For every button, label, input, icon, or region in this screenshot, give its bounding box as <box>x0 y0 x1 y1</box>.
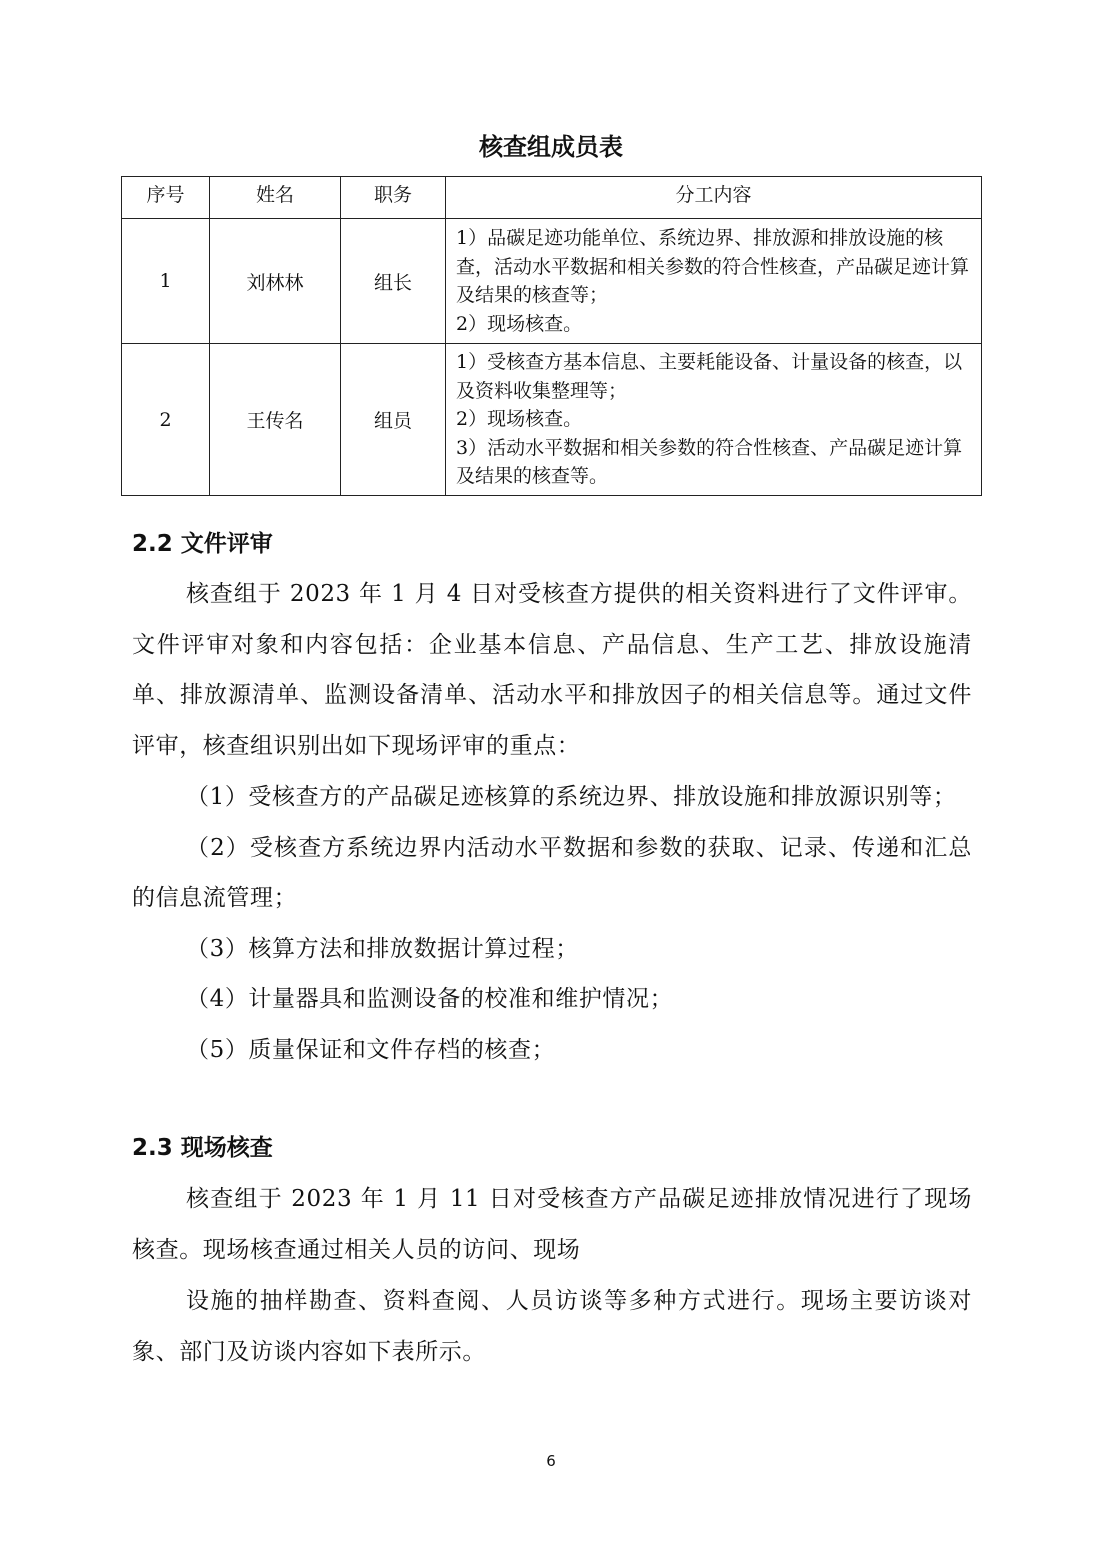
table-title: 核查组成员表 <box>479 133 623 161</box>
duty-item: 2）现场核查。 <box>456 408 583 431</box>
cell-role: 组员 <box>341 344 446 496</box>
duty-item: 1）品碳足迹功能单位、系统边界、排放源和排放设施的核查，活动水平数据和相关参数的符合性核查，产品碳足迹计算及结果的核查等； <box>456 227 970 306</box>
duty-item: 2）现场核查。 <box>456 312 583 335</box>
review-focus-item: （4）计量器具和监测设备的校准和维护情况； <box>186 986 674 1013</box>
table-row <box>122 219 982 344</box>
cell-role: 组长 <box>341 219 446 344</box>
table-header-row <box>122 177 982 219</box>
section-heading-2-2: 2.2 文件评审 <box>132 531 273 557</box>
col-header-name: 姓名 <box>210 177 341 219</box>
duty-item: 3）活动水平数据和相关参数的符合性核查、产品碳足迹计算及结果的核查等。 <box>456 436 963 488</box>
cell-duties <box>446 219 982 344</box>
review-focus-item: （2）受核查方系统边界内活动水平数据和参数的获取、记录、传递和汇总的信息流管理； <box>132 834 972 912</box>
review-focus-item: （3）核算方法和排放数据计算过程； <box>186 935 579 962</box>
cell-no: 2 <box>122 344 210 496</box>
section-heading-2-3: 2.3 现场核查 <box>132 1135 273 1161</box>
paragraph-onsite-review: 核查组于 2023 年 1 月 11 日对受核查方产品碳足迹排放情况进行了现场核查。现场核查通过相关人员的访问、现场 <box>132 1186 972 1263</box>
page-number: 6 <box>546 1452 556 1470</box>
duty-item: 1）受核查方基本信息、主要耗能设备、计量设备的核查，以及资料收集整理等； <box>456 351 963 402</box>
col-header-role: 职务 <box>341 177 446 219</box>
table-row <box>122 344 982 496</box>
paragraph-onsite-methods: 设施的抽样勘查、资料查阅、人员访谈等多种方式进行。现场主要访谈对象、部门及访谈内容如下表所示。 <box>132 1288 972 1365</box>
review-focus-item: （1）受核查方的产品碳足迹核算的系统边界、排放设施和排放源识别等； <box>186 784 957 810</box>
col-header-no: 序号 <box>122 177 210 219</box>
cell-no: 1 <box>122 219 210 344</box>
cell-duties <box>446 344 982 496</box>
col-header-duties: 分工内容 <box>446 177 982 219</box>
review-focus-item: （5）质量保证和文件存档的核查； <box>186 1036 556 1063</box>
members-table <box>121 176 982 496</box>
cell-name: 王传名 <box>210 344 341 496</box>
review-focus-list <box>132 772 972 1076</box>
cell-name: 刘林林 <box>210 219 341 344</box>
paragraph-document-review: 核查组于 2023 年 1 月 4 日对受核查方提供的相关资料进行了文件评审。文件评审对象和内容包括：企业基本信息、产品信息、生产工艺、排放设施清单、排放源清单、监测设备清单、活动水平和排放因子的相关信息等。通过文件评审，核查组识别出如下现场评审的重点： <box>132 581 972 759</box>
